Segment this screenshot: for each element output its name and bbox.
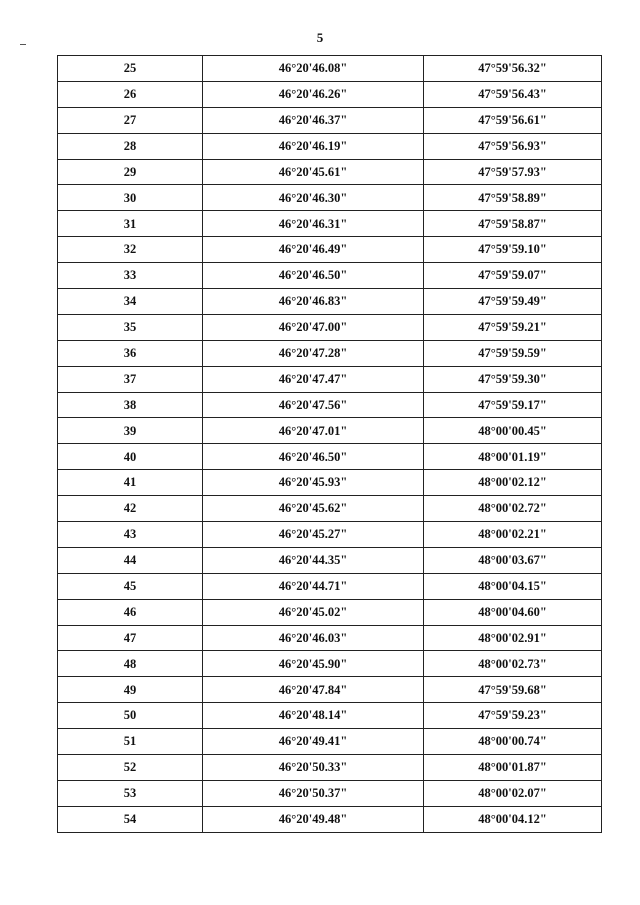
table-row xyxy=(58,625,602,651)
longitude-cell: 48°00'01.87" xyxy=(424,755,602,781)
longitude-cell: 47°59'56.61" xyxy=(424,107,602,133)
point-number-cell: 36 xyxy=(58,340,203,366)
longitude-cell: 47°59'59.23" xyxy=(424,703,602,729)
point-number-cell: 39 xyxy=(58,418,203,444)
point-number-cell: 33 xyxy=(58,263,203,289)
point-number-cell: 35 xyxy=(58,314,203,340)
longitude-cell: 47°59'59.68" xyxy=(424,677,602,703)
latitude-cell: 46°20'46.19" xyxy=(203,133,424,159)
latitude-cell: 46°20'46.30" xyxy=(203,185,424,211)
point-number-cell: 32 xyxy=(58,237,203,263)
latitude-cell: 46°20'45.93" xyxy=(203,470,424,496)
longitude-cell: 47°59'59.10" xyxy=(424,237,602,263)
longitude-cell: 47°59'59.07" xyxy=(424,263,602,289)
latitude-cell: 46°20'46.03" xyxy=(203,625,424,651)
longitude-cell: 47°59'58.87" xyxy=(424,211,602,237)
table-row xyxy=(58,806,602,832)
table-row xyxy=(58,496,602,522)
latitude-cell: 46°20'46.31" xyxy=(203,211,424,237)
point-number-cell: 54 xyxy=(58,806,203,832)
latitude-cell: 46°20'45.27" xyxy=(203,522,424,548)
longitude-cell: 48°00'02.73" xyxy=(424,651,602,677)
point-number-cell: 31 xyxy=(58,211,203,237)
longitude-cell: 48°00'00.45" xyxy=(424,418,602,444)
scan-mark xyxy=(20,44,26,45)
point-number-cell: 49 xyxy=(58,677,203,703)
table-row xyxy=(58,107,602,133)
table-row xyxy=(58,133,602,159)
longitude-cell: 47°59'56.32" xyxy=(424,56,602,82)
latitude-cell: 46°20'47.01" xyxy=(203,418,424,444)
point-number-cell: 28 xyxy=(58,133,203,159)
longitude-cell: 48°00'04.15" xyxy=(424,573,602,599)
latitude-cell: 46°20'49.48" xyxy=(203,806,424,832)
point-number-cell: 47 xyxy=(58,625,203,651)
point-number-cell: 26 xyxy=(58,81,203,107)
table-row xyxy=(58,677,602,703)
table-row xyxy=(58,340,602,366)
longitude-cell: 48°00'02.72" xyxy=(424,496,602,522)
table-row xyxy=(58,289,602,315)
table-row xyxy=(58,547,602,573)
latitude-cell: 46°20'46.50" xyxy=(203,444,424,470)
latitude-cell: 46°20'50.37" xyxy=(203,780,424,806)
point-number-cell: 41 xyxy=(58,470,203,496)
longitude-cell: 47°59'59.59" xyxy=(424,340,602,366)
latitude-cell: 46°20'46.37" xyxy=(203,107,424,133)
coordinates-table-body xyxy=(58,56,602,833)
longitude-cell: 47°59'59.17" xyxy=(424,392,602,418)
longitude-cell: 48°00'03.67" xyxy=(424,547,602,573)
point-number-cell: 37 xyxy=(58,366,203,392)
table-row xyxy=(58,81,602,107)
table-row xyxy=(58,159,602,185)
latitude-cell: 46°20'46.26" xyxy=(203,81,424,107)
latitude-cell: 46°20'47.47" xyxy=(203,366,424,392)
page-number: 5 xyxy=(316,30,324,45)
latitude-cell: 46°20'45.62" xyxy=(203,496,424,522)
point-number-cell: 34 xyxy=(58,289,203,315)
point-number-cell: 51 xyxy=(58,729,203,755)
table-row xyxy=(58,651,602,677)
latitude-cell: 46°20'49.41" xyxy=(203,729,424,755)
latitude-cell: 46°20'46.08" xyxy=(203,56,424,82)
point-number-cell: 43 xyxy=(58,522,203,548)
point-number-cell: 29 xyxy=(58,159,203,185)
table-row xyxy=(58,56,602,82)
point-number-cell: 46 xyxy=(58,599,203,625)
longitude-cell: 47°59'59.30" xyxy=(424,366,602,392)
point-number-cell: 38 xyxy=(58,392,203,418)
table-row xyxy=(58,780,602,806)
latitude-cell: 46°20'45.61" xyxy=(203,159,424,185)
table-row xyxy=(58,522,602,548)
point-number-cell: 45 xyxy=(58,573,203,599)
longitude-cell: 48°00'00.74" xyxy=(424,729,602,755)
latitude-cell: 46°20'46.50" xyxy=(203,263,424,289)
point-number-cell: 42 xyxy=(58,496,203,522)
latitude-cell: 46°20'46.49" xyxy=(203,237,424,263)
longitude-cell: 48°00'02.12" xyxy=(424,470,602,496)
latitude-cell: 46°20'44.71" xyxy=(203,573,424,599)
latitude-cell: 46°20'46.83" xyxy=(203,289,424,315)
longitude-cell: 48°00'02.07" xyxy=(424,780,602,806)
coordinates-table xyxy=(57,55,602,833)
table-row xyxy=(58,755,602,781)
latitude-cell: 46°20'44.35" xyxy=(203,547,424,573)
latitude-cell: 46°20'50.33" xyxy=(203,755,424,781)
table-row xyxy=(58,729,602,755)
table-row xyxy=(58,470,602,496)
latitude-cell: 46°20'48.14" xyxy=(203,703,424,729)
point-number-cell: 53 xyxy=(58,780,203,806)
latitude-cell: 46°20'45.90" xyxy=(203,651,424,677)
table-row xyxy=(58,418,602,444)
table-row xyxy=(58,444,602,470)
longitude-cell: 47°59'59.21" xyxy=(424,314,602,340)
longitude-cell: 47°59'57.93" xyxy=(424,159,602,185)
table-row xyxy=(58,263,602,289)
point-number-cell: 50 xyxy=(58,703,203,729)
table-row xyxy=(58,237,602,263)
table-row xyxy=(58,366,602,392)
latitude-cell: 46°20'47.84" xyxy=(203,677,424,703)
latitude-cell: 46°20'47.56" xyxy=(203,392,424,418)
longitude-cell: 47°59'56.43" xyxy=(424,81,602,107)
point-number-cell: 27 xyxy=(58,107,203,133)
table-row xyxy=(58,573,602,599)
latitude-cell: 46°20'47.28" xyxy=(203,340,424,366)
table-row xyxy=(58,599,602,625)
longitude-cell: 48°00'02.21" xyxy=(424,522,602,548)
longitude-cell: 47°59'56.93" xyxy=(424,133,602,159)
point-number-cell: 44 xyxy=(58,547,203,573)
point-number-cell: 25 xyxy=(58,56,203,82)
point-number-cell: 30 xyxy=(58,185,203,211)
point-number-cell: 40 xyxy=(58,444,203,470)
table-row xyxy=(58,703,602,729)
point-number-cell: 48 xyxy=(58,651,203,677)
point-number-cell: 52 xyxy=(58,755,203,781)
table-row xyxy=(58,185,602,211)
latitude-cell: 46°20'45.02" xyxy=(203,599,424,625)
longitude-cell: 47°59'58.89" xyxy=(424,185,602,211)
table-row xyxy=(58,314,602,340)
longitude-cell: 48°00'04.60" xyxy=(424,599,602,625)
latitude-cell: 46°20'47.00" xyxy=(203,314,424,340)
longitude-cell: 48°00'01.19" xyxy=(424,444,602,470)
longitude-cell: 48°00'04.12" xyxy=(424,806,602,832)
table-row xyxy=(58,211,602,237)
table-row xyxy=(58,392,602,418)
longitude-cell: 47°59'59.49" xyxy=(424,289,602,315)
longitude-cell: 48°00'02.91" xyxy=(424,625,602,651)
